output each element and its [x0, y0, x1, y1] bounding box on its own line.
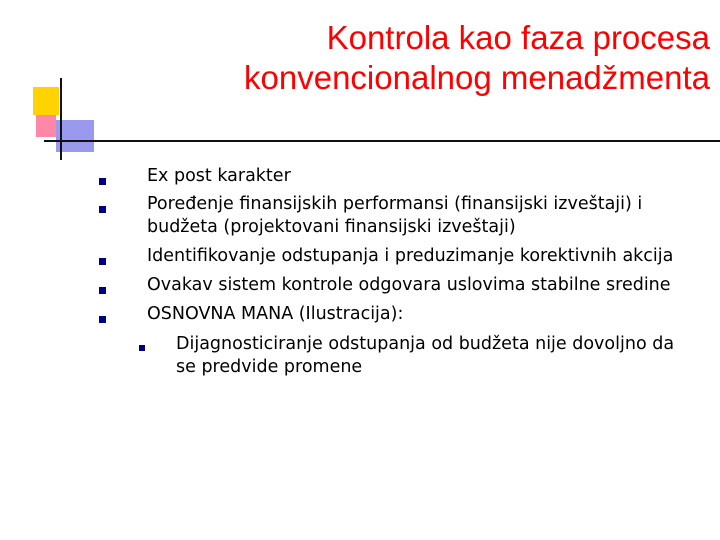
bullet-marker-icon: [99, 178, 106, 185]
bullet-marker-icon: [99, 206, 106, 213]
bullet-text: OSNOVNA MANA (Ilustracija):: [147, 304, 404, 324]
bullet-text: Poređenje finansijskih performansi (finansijski izveštaji) i: [147, 194, 643, 214]
bullet-marker-icon: [99, 258, 106, 265]
title-line-1: Kontrola kao faza procesa: [326, 19, 710, 56]
bullet-marker-icon: [99, 287, 106, 294]
sub-bullet-text: Dijagnosticiranje odstupanja od budžeta nije dovoljno da: [176, 334, 675, 354]
sub-bullet-text-continuation: se predvide promene: [176, 357, 363, 377]
sub-bullet-marker-icon: [139, 345, 145, 351]
bullet-text: Identifikovanje odstupanja i preduzimanje korektivnih akcija: [147, 246, 674, 266]
bullet-text: Ex post karakter: [147, 166, 291, 186]
title-line-2: konvencionalnog menadžmenta: [244, 59, 710, 96]
bullet-text: Ovakav sistem kontrole odgovara uslovima stabilne sredine: [147, 275, 671, 295]
bullet-marker-icon: [99, 316, 106, 323]
bullet-text-continuation: budžeta (projektovani finansijski izveštaji): [147, 217, 516, 237]
